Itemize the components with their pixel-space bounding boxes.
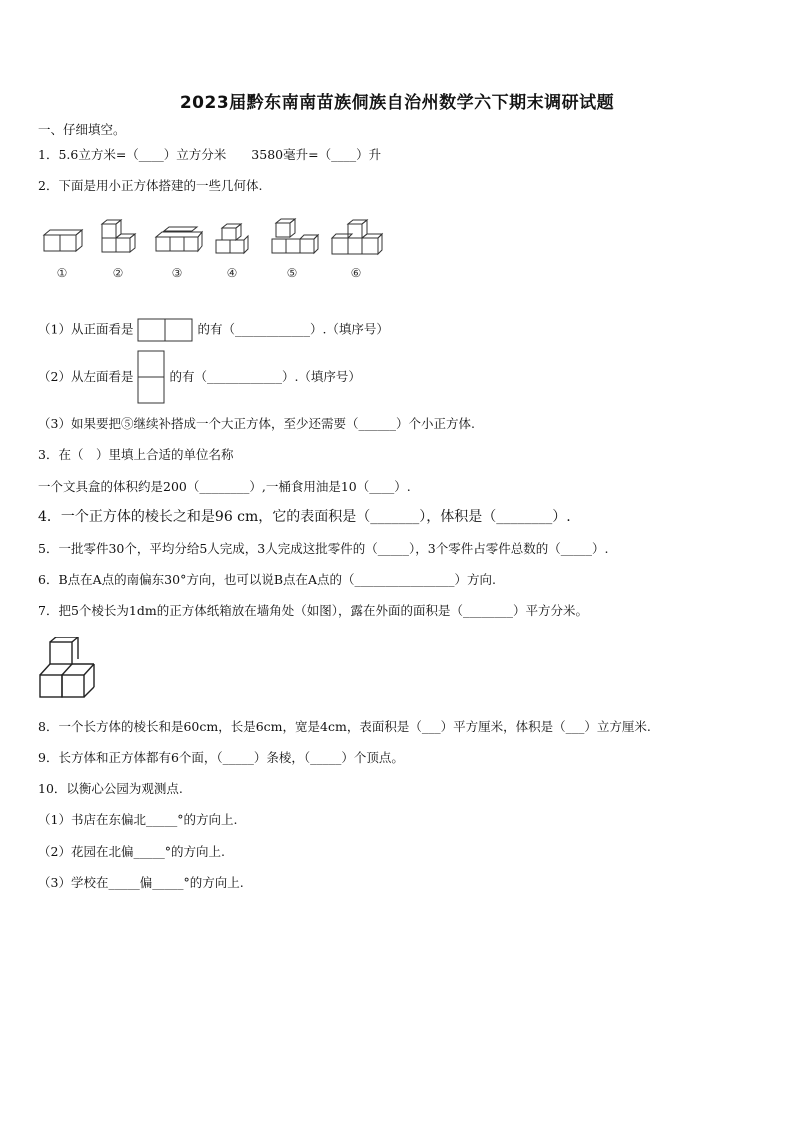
- cube-figures: [40, 215, 400, 290]
- figure-2: [98, 215, 148, 290]
- left-view-shape: [137, 350, 165, 404]
- question-5: 5．一批零件30个，平均分给5人完成，3人完成这批零件的（_____），3个零件占零件总数的（_____）.: [38, 541, 609, 556]
- question-10-3: （3）学校在_____偏_____°的方向上.: [38, 875, 244, 890]
- question-10: 10．以衡心公园为观测点.: [38, 781, 183, 796]
- question-2-1-prefix: （1）从正面看是: [38, 321, 134, 337]
- figure-3-label: ③: [171, 266, 183, 280]
- question-6: 6．B点在A点的南偏东30°方向，也可以说B点在A点的（________________）方向.: [38, 572, 497, 587]
- figure-2-label: ②: [112, 266, 124, 280]
- question-8: 8．一个长方体的棱长和是60cm，长是6cm，宽是4cm，表面积是（___）平方厘米，体积是（___）立方厘米.: [38, 719, 651, 734]
- figure-6-label: ⑥: [350, 266, 362, 280]
- question-2-2-prefix: （2）从左面看是: [38, 369, 134, 384]
- question-2-1-suffix: 的有（____________）.（填序号）: [197, 321, 389, 337]
- figure-1-label: ①: [56, 266, 68, 280]
- question-2-2-suffix: 的有（____________）.（填序号）: [169, 369, 361, 384]
- figure-3: [152, 215, 207, 290]
- page-title: 2023届黔东南南苗族侗族自治州数学六下期末调研试题: [179, 93, 615, 113]
- question-3: 3．在（ ）里填上合适的单位名称: [38, 447, 234, 462]
- question-10-2: （2）花园在北偏_____°的方向上.: [38, 844, 225, 859]
- figure-1: [40, 215, 90, 290]
- question-1: 1．5.6立方米=（____）立方分米 3580毫升=（____）升: [38, 147, 382, 162]
- question-3-line: 一个文具盒的体积约是200（________）,一桶食用油是10（____）.: [38, 479, 411, 494]
- question-2: 2．下面是用小正方体搭建的一些几何体.: [38, 178, 263, 193]
- question-4: 4．一个正方体的棱长之和是96 cm，它的表面积是（_______），体积是（________）.: [38, 509, 571, 525]
- figure-4-label: ④: [226, 266, 238, 280]
- section-heading: 一、仔细填空。: [38, 122, 126, 137]
- figure-5-label: ⑤: [286, 266, 298, 280]
- figure-4: [212, 215, 262, 290]
- question-2-3: （3）如果要把⑤继续补搭成一个大正方体，至少还需要（______）个小正方体.: [38, 416, 475, 431]
- question-9: 9．长方体和正方体都有6个面，（_____）条棱，（_____）个顶点。: [38, 750, 404, 765]
- figure-6: [328, 215, 390, 290]
- question-2-2: [38, 350, 361, 404]
- question-7: 7．把5个棱长为1dm的正方体纸箱放在墙角处（如图），露在外面的面积是（________）平方分米。: [38, 603, 588, 618]
- figure-5: [268, 215, 323, 290]
- question-10-1: （1）书店在东偏北_____°的方向上.: [38, 812, 238, 827]
- front-view-shape: [137, 318, 193, 342]
- corner-cubes-figure: [38, 637, 104, 701]
- question-2-1: [38, 318, 389, 342]
